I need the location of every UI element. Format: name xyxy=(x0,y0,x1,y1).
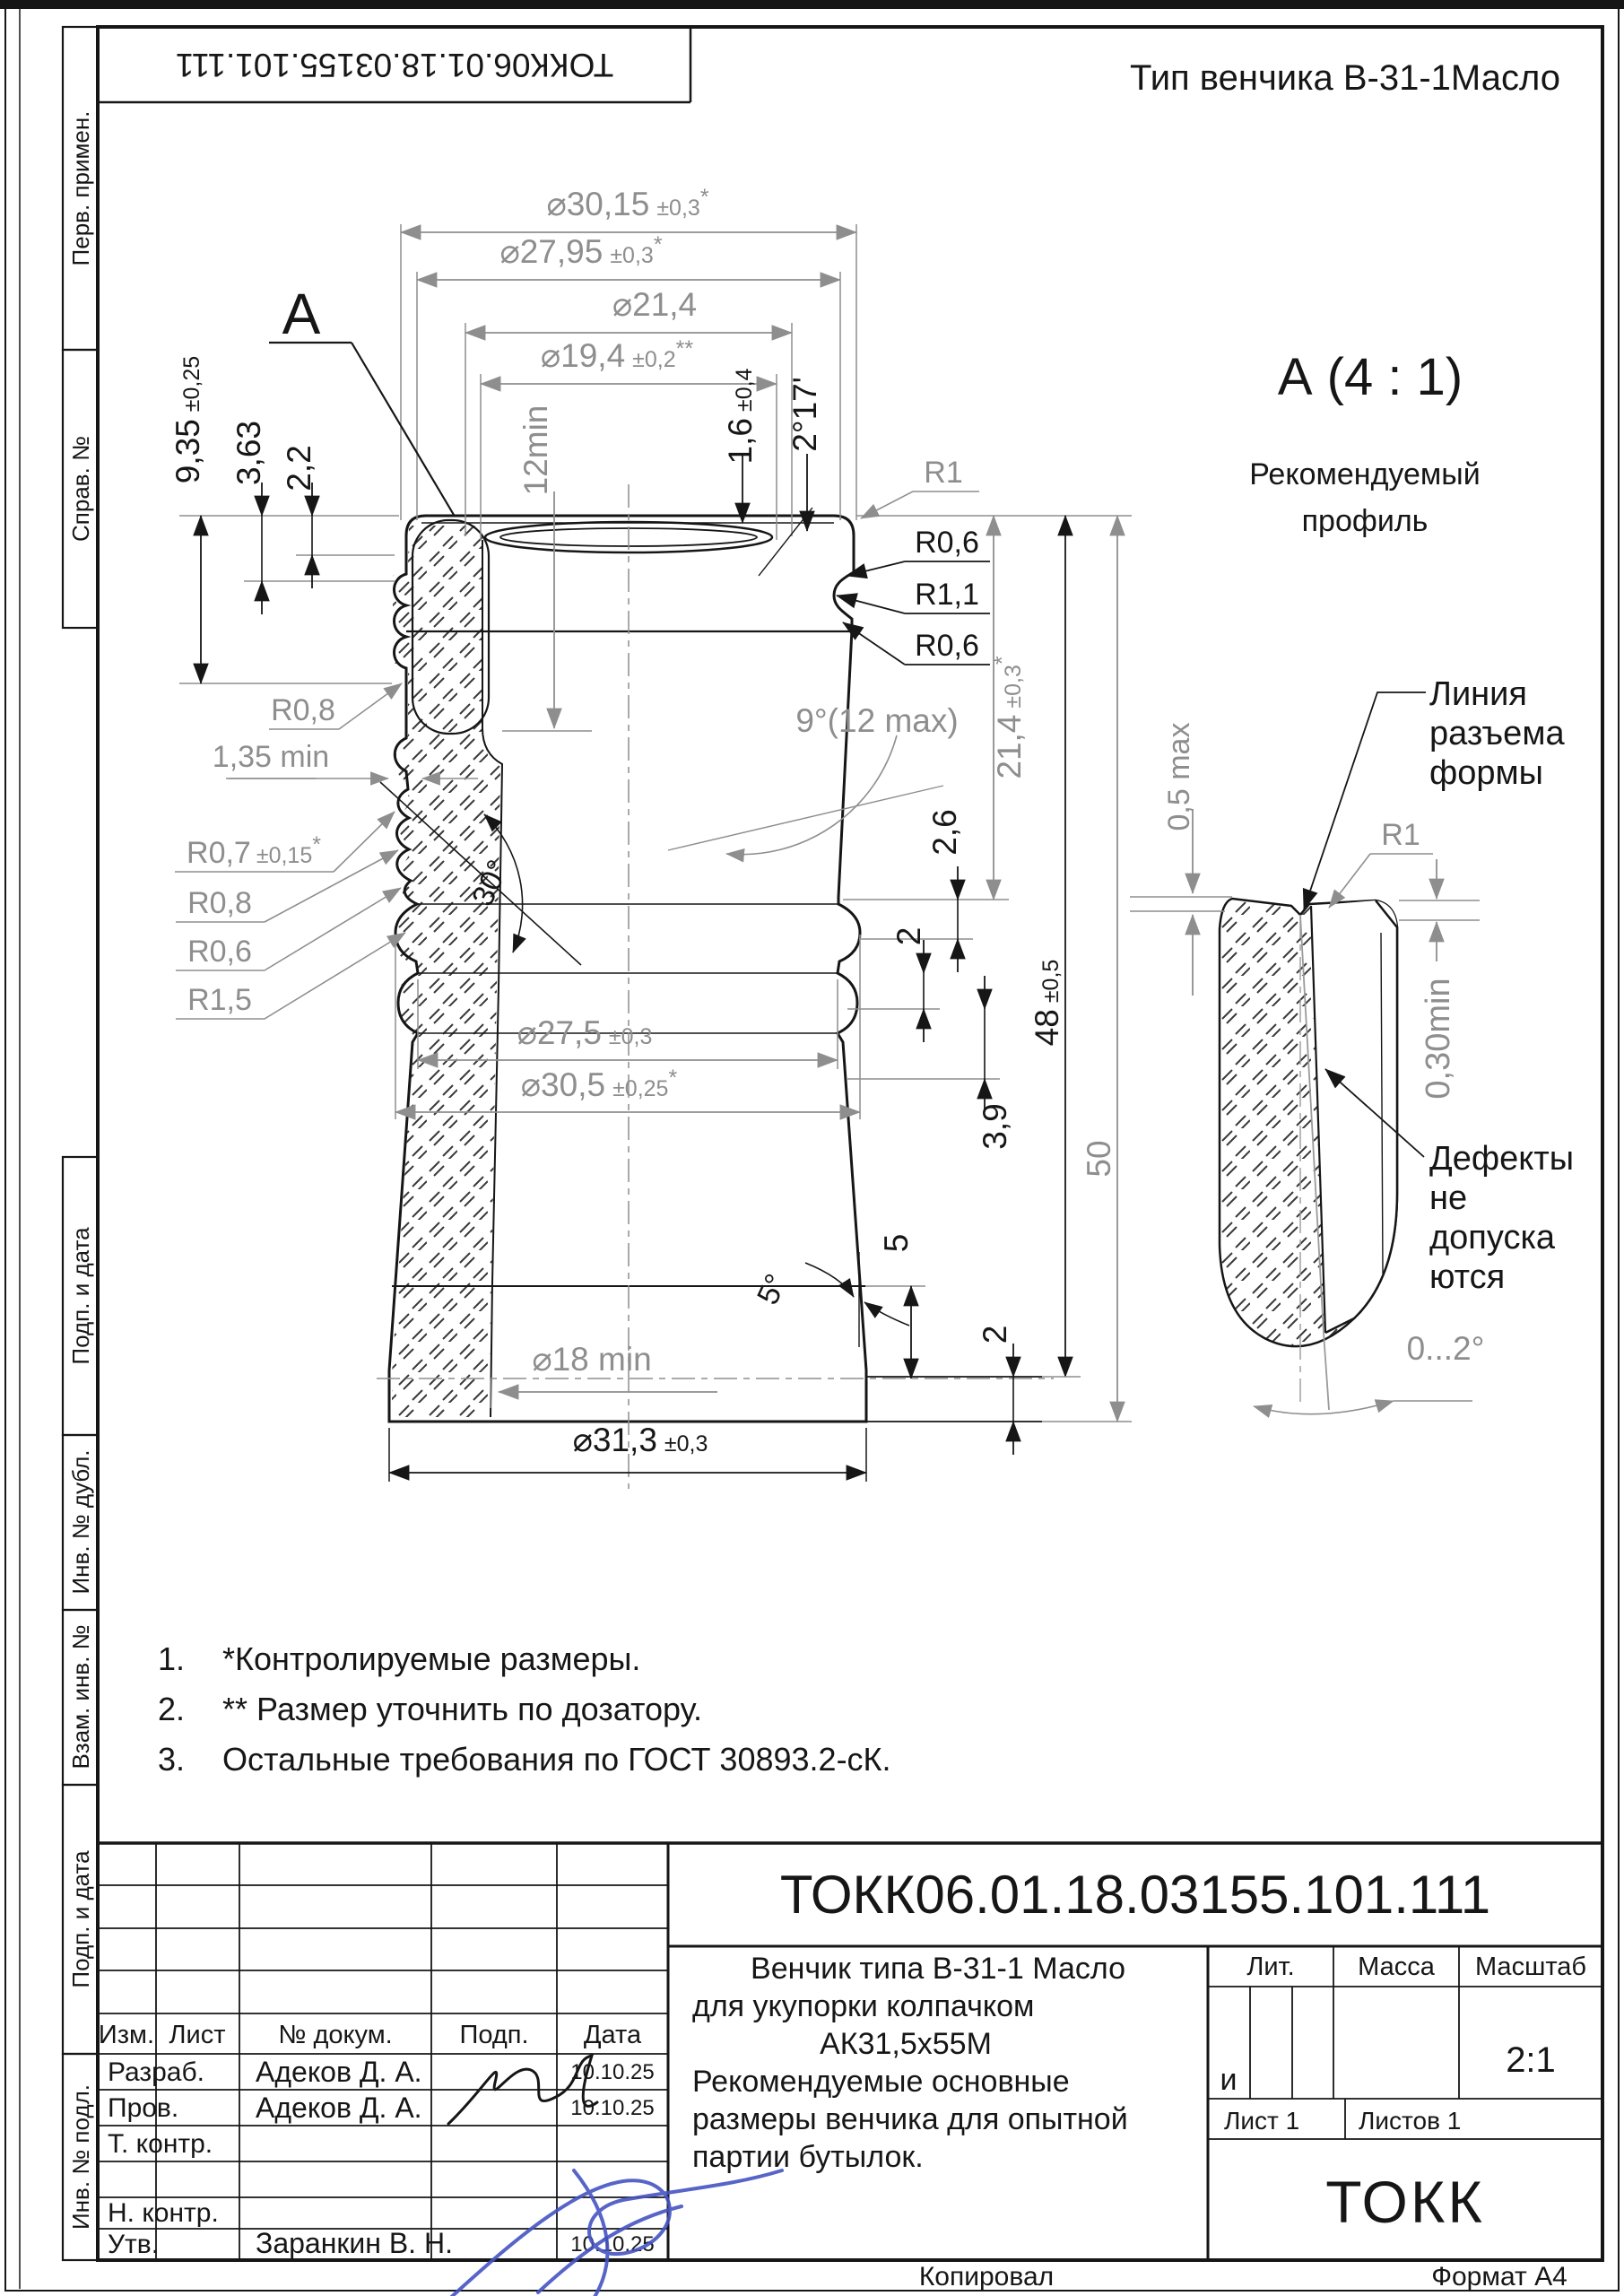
tb-name-1: Венчик типа В-31-1 Масло xyxy=(751,1952,1125,1986)
tb-sheet: Лист 1 xyxy=(1224,2107,1300,2135)
tb-row-utv-role: Утв. xyxy=(108,2230,160,2259)
sidebar-item-podp-data-2: Подп. и дата xyxy=(67,1850,94,1988)
sidebar-item-vzam-inv: Взам. инв. № xyxy=(67,1624,94,1770)
detail-subtitle-2: профиль xyxy=(1301,504,1429,538)
tb-scale-value: 2:1 xyxy=(1506,2040,1556,2080)
tb-header-list: Лист xyxy=(169,2021,226,2049)
signature-blue xyxy=(447,2170,782,2296)
parting-line-label-2: разъема xyxy=(1429,715,1565,752)
dim-v26: 2,6 xyxy=(926,809,963,856)
dim-v48: 48±0,5 xyxy=(1029,959,1065,1047)
dim-a30: 30° xyxy=(465,855,517,911)
tb-lit-label: Лит. xyxy=(1246,1952,1295,1981)
tb-name-4: Рекомендуемые основные xyxy=(692,2065,1070,2099)
note-1-text: *Контролируемые размеры. xyxy=(222,1640,641,1677)
tb-lit-value: и xyxy=(1220,2063,1238,2097)
tb-row-prov-role: Пров. xyxy=(108,2093,179,2123)
dim-v39: 3,9 xyxy=(977,1103,1013,1150)
tb-mass-label: Масса xyxy=(1358,1952,1435,1981)
sidebar-item-perv-primen: Перв. примен. xyxy=(67,110,94,266)
dim-r06b: R0,6 xyxy=(915,629,979,663)
dim-r11: R1,1 xyxy=(915,578,979,612)
tb-row-utv-date: 10.10.25 xyxy=(570,2232,655,2257)
tb-name-2: для укупорки колпачком xyxy=(692,1989,1035,2023)
detail-angle: 0...2° xyxy=(1406,1330,1485,1367)
detail-d05: 0,5 max xyxy=(1162,722,1196,831)
dim-12min: 12min xyxy=(517,404,554,496)
dim-v50: 50 xyxy=(1081,1140,1117,1178)
tb-row-prov-date: 10.10.25 xyxy=(570,2096,655,2120)
tb-name-6: партии бутылок. xyxy=(692,2140,924,2174)
tb-name-3: АК31,5х55М xyxy=(820,2027,992,2061)
defects-label-4: ются xyxy=(1429,1258,1506,1296)
bottom-strip xyxy=(919,2262,1568,2292)
dim-d275: ⌀27,5 ±0,3 xyxy=(517,1014,653,1051)
dim-a217: 2°17' xyxy=(786,377,823,452)
dim-v22: 2,2 xyxy=(281,445,317,491)
parting-line-label-3: формы xyxy=(1429,754,1543,792)
tb-header-doc: № докум. xyxy=(278,2021,393,2049)
detail-view xyxy=(1130,348,1574,1414)
tb-designation: ТОКК06.01.18.03155.101.111 xyxy=(779,1865,1491,1925)
dim-r08a: R0,8 xyxy=(271,693,335,727)
dim-a9: 9°(12 max) xyxy=(795,702,959,739)
sidebar-item-inv-podl: Инв. № подл. xyxy=(67,2084,94,2230)
tb-row-prov-name: Адеков Д. А. xyxy=(256,2092,422,2124)
defects-label-3: допуска xyxy=(1429,1219,1556,1257)
dim-d214: ⌀21,4 xyxy=(612,286,698,323)
note-2-text: ** Размер уточнить по дозатору. xyxy=(222,1691,703,1727)
sidebar-item-podp-data-1: Подп. и дата xyxy=(67,1227,94,1365)
dim-d313: ⌀31,3 ±0,3 xyxy=(572,1422,708,1458)
tb-sheets: Листов 1 xyxy=(1359,2107,1462,2135)
tb-row-razrab-name: Адеков Д. А. xyxy=(256,2056,422,2088)
detail-r1: R1 xyxy=(1381,818,1420,852)
tb-row-tkontr-role: Т. контр. xyxy=(108,2129,213,2159)
tb-header-sign: Подп. xyxy=(459,2021,529,2049)
detail-subtitle-1: Рекомендуемый xyxy=(1249,457,1481,491)
dim-v5: 5 xyxy=(878,1233,915,1253)
format-label: Формат А4 xyxy=(1431,2262,1568,2292)
tb-row-nkontr-role: Н. контр. xyxy=(108,2198,219,2228)
defects-label-1: Дефекты xyxy=(1429,1140,1575,1178)
tb-row-razrab-date: 10.10.25 xyxy=(570,2060,655,2084)
tb-header-date: Дата xyxy=(583,2021,642,2049)
tb-header-izm: Изм. xyxy=(98,2021,155,2049)
tb-row-utv-name: Заранкин В. Н. xyxy=(256,2227,453,2259)
title-block xyxy=(98,1843,1602,2296)
dim-v214: 21,4±0,3* xyxy=(990,656,1028,779)
dim-d2795: ⌀27,95 ±0,3* xyxy=(499,232,663,270)
dim-r1: R1 xyxy=(924,456,963,490)
dim-v16: 1,6±0,4 xyxy=(722,368,759,465)
dim-r07: R0,7 ±0,15* xyxy=(187,832,321,870)
dimension-lines xyxy=(169,185,1132,1482)
note-3-num: 3. xyxy=(158,1741,186,1778)
dim-v363: 3,63 xyxy=(230,420,267,486)
dim-r08b: R0,8 xyxy=(187,886,252,920)
dim-r15: R1,5 xyxy=(187,983,252,1017)
sidebar-labels xyxy=(67,111,94,2230)
copied-label: Копировал xyxy=(918,2262,1055,2292)
finish-type-label: Тип венчика В-31-1Масло xyxy=(1130,58,1560,98)
defects-label-2: не xyxy=(1429,1179,1468,1217)
dim-a5: 5° xyxy=(751,1268,795,1310)
sidebar-item-sprav-no: Справ. № xyxy=(67,436,94,542)
detail-title: А (4 : 1) xyxy=(1277,348,1463,406)
dim-v935: 9,35±0,25 xyxy=(169,355,206,484)
dim-d305: ⌀30,5 ±0,25* xyxy=(520,1065,678,1103)
parting-line-label-1: Линия xyxy=(1429,675,1527,713)
dim-d194: ⌀19,4 ±0,2** xyxy=(540,336,694,374)
tb-name-5: размеры венчика для опытной xyxy=(692,2102,1128,2136)
tb-company: ТОКК xyxy=(1325,2169,1485,2235)
tb-row-razrab-role: Разраб. xyxy=(108,2057,205,2087)
top-designation: ТОКК06.01.18.03155.101.111 xyxy=(175,47,614,83)
note-1-num: 1. xyxy=(158,1640,186,1677)
detail-d030: 0,30min xyxy=(1420,978,1457,1100)
top-stamp xyxy=(98,27,1560,102)
note-2-num: 2. xyxy=(158,1691,186,1727)
note-3-text: Остальные требования по ГОСТ 30893.2-сК. xyxy=(222,1741,891,1778)
section-hatch xyxy=(392,526,500,1417)
tb-scale-label: Масштаб xyxy=(1474,1952,1587,1981)
dim-d18: ⌀18 min xyxy=(532,1341,652,1378)
view-a-label: А xyxy=(282,282,321,346)
dim-v135: 1,35 min xyxy=(212,740,330,774)
dim-d3015: ⌀30,15 ±0,3* xyxy=(546,185,709,222)
sidebar-item-inv-dubl: Инв. № дубл. xyxy=(67,1449,94,1595)
dim-r06c: R0,6 xyxy=(187,935,252,969)
dim-r06a: R0,6 xyxy=(915,526,979,560)
notes xyxy=(158,1640,891,1778)
dim-v2: 2 xyxy=(890,926,927,946)
dim-v2b: 2 xyxy=(977,1325,1013,1344)
